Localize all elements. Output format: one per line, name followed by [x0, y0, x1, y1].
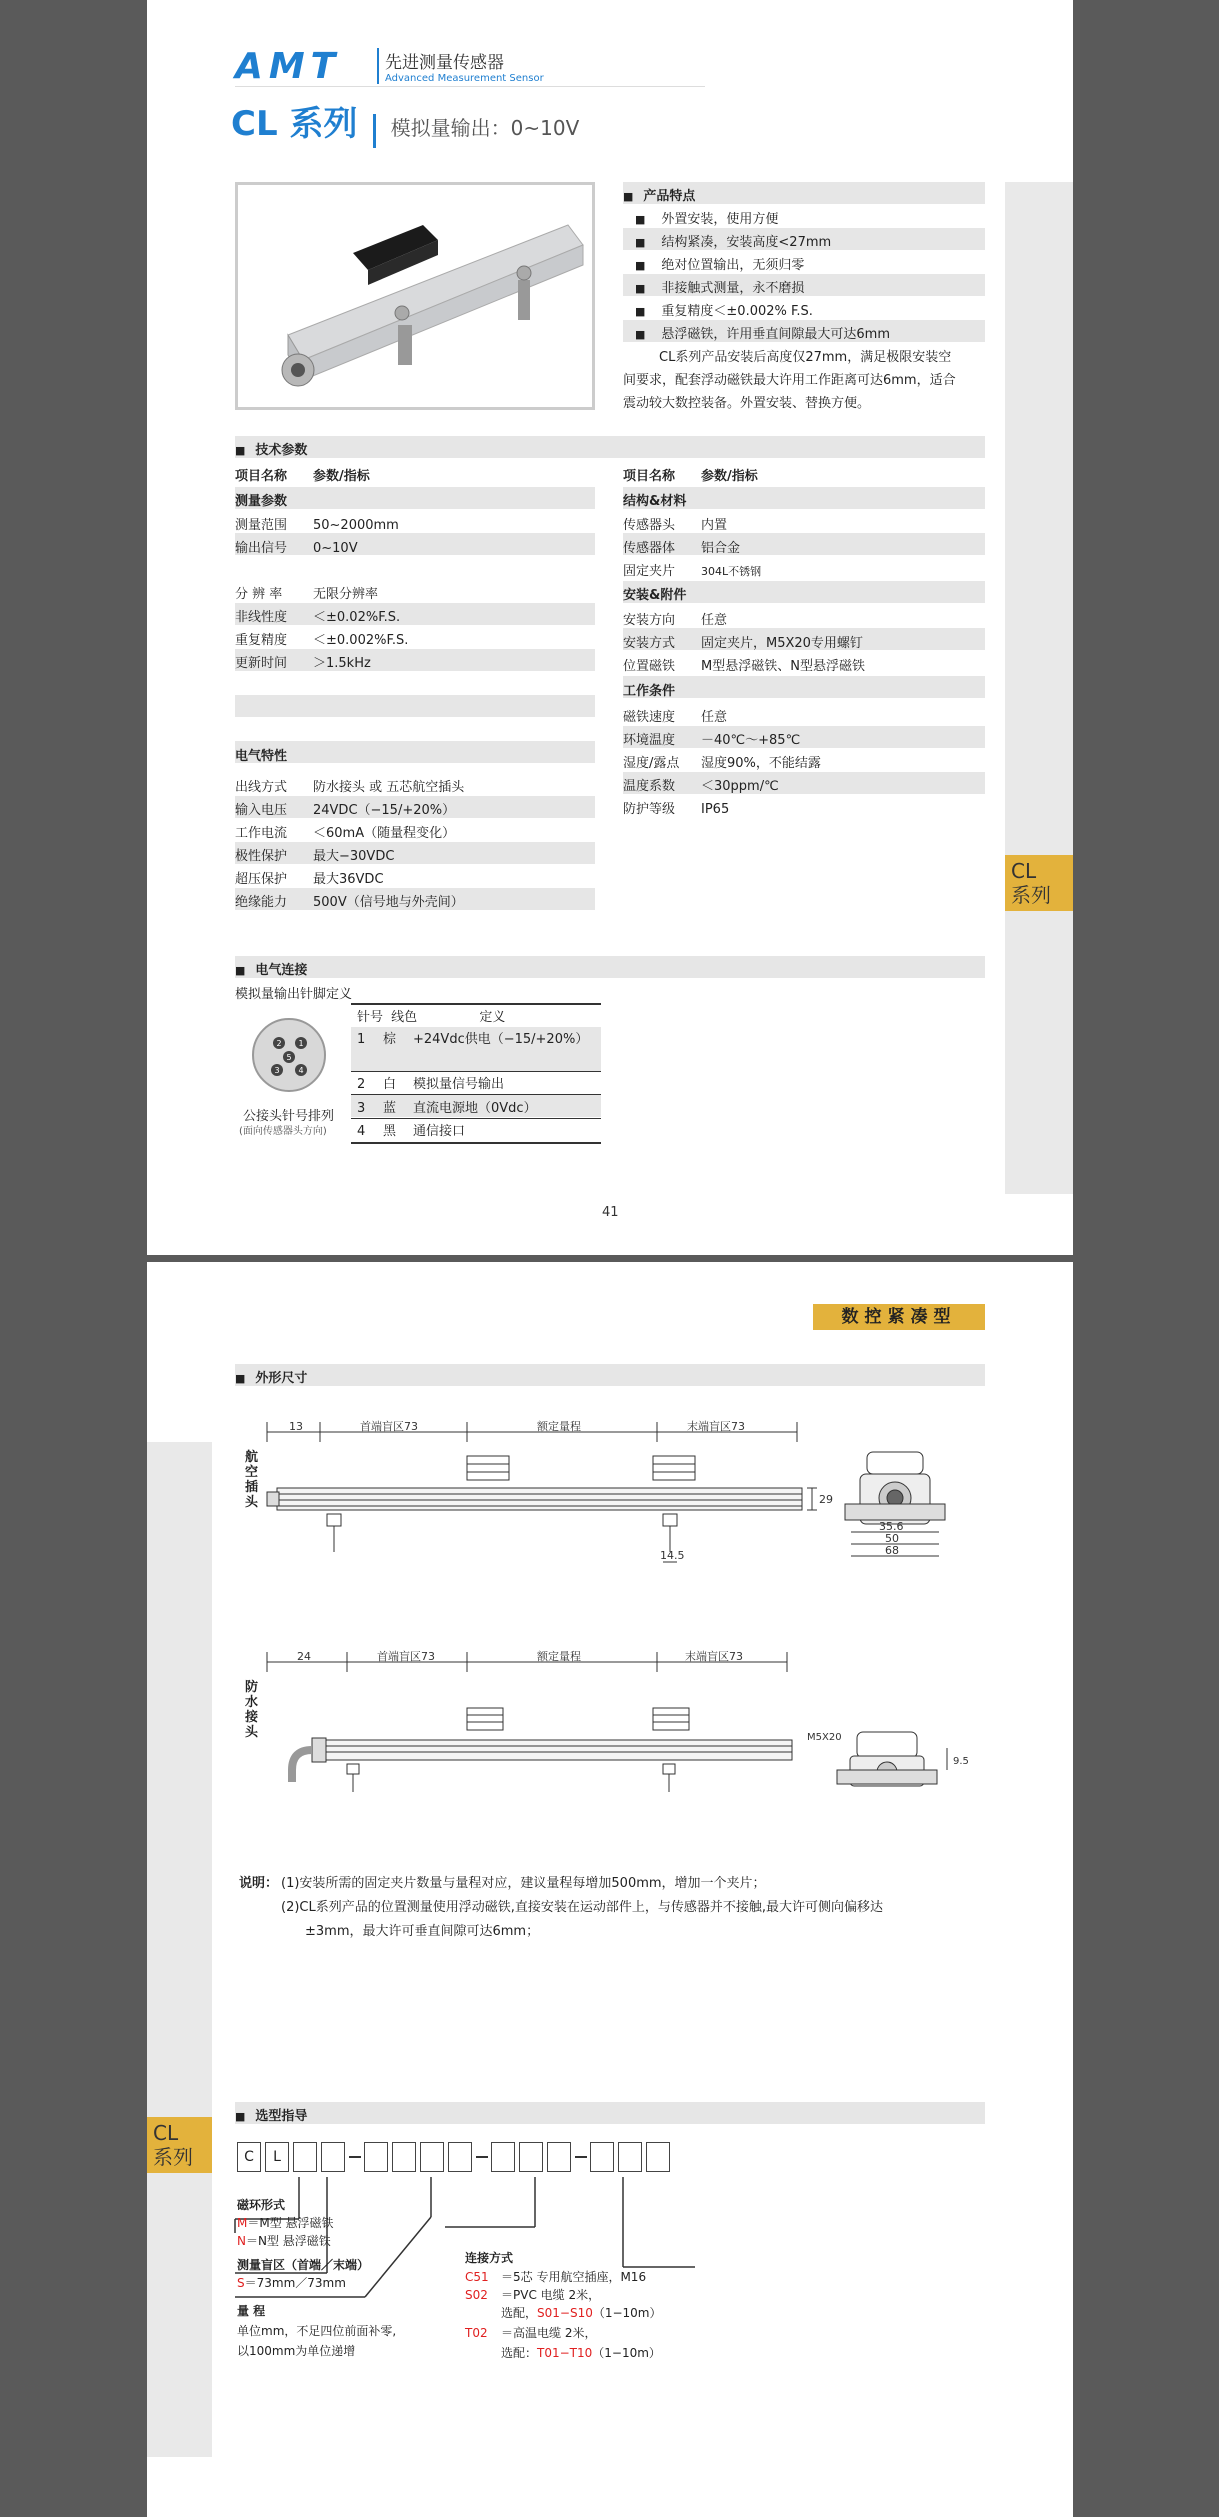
conn-option [465, 2268, 646, 2285]
dim-50: 50 [885, 1532, 899, 1545]
pin-num: 3 [357, 1101, 366, 1116]
feature-desc: 间要求，配套浮动磁铁最大许用工作距离可达6mm，适合 [623, 373, 956, 388]
option-code: S [237, 2276, 245, 2290]
param-val: 500V（信号地与外壳间） [313, 895, 464, 910]
pin-table-top [351, 1003, 601, 1005]
rule [351, 1071, 601, 1072]
pin-label: 5 [286, 1053, 292, 1062]
param-val: 24VDC（−15/+20%） [313, 803, 456, 818]
code-box [293, 2142, 317, 2172]
param-val: ＞1.5kHz [313, 656, 371, 671]
feature-item: ■ 悬浮磁铁，许用垂直间隙最大可达6mm [635, 323, 890, 342]
param-row [623, 706, 727, 725]
sensor-illustration [238, 185, 592, 407]
note-line: ±3mm，最大许可垂直间隙可达6mm； [305, 1924, 540, 1939]
page-42 [147, 1262, 1073, 2517]
param-val: 0~10V [313, 541, 358, 556]
param-val: 内置 [701, 518, 728, 533]
option-code: T02 [465, 2326, 488, 2340]
option-text: ＝PVC 电缆 2米， [501, 2288, 601, 2302]
param-row [235, 652, 371, 671]
code-box [519, 2142, 543, 2172]
series-side-tab [1005, 855, 1073, 911]
code-dash [575, 2156, 587, 2158]
feature-item: ■ 非接触式测量，永不磨损 [635, 277, 804, 296]
param-key: 分 辨 率 [235, 587, 283, 602]
param-key: 工作电流 [235, 826, 288, 841]
logo-text: AMT [235, 46, 342, 87]
code-box [364, 2142, 388, 2172]
head-def: 定义 [479, 1010, 506, 1025]
feature-desc: CL系列产品安装后高度仅27mm，满足极限安装空 [659, 350, 952, 365]
dim-24: 24 [297, 1650, 311, 1663]
head-color: 线色 [391, 1010, 418, 1025]
note-line: (1)安装所需的固定夹片数量与量程对应，建议量程每增加500mm，增加一个夹片； [281, 1876, 766, 1891]
series-subtitle: 模拟量输出：0~10V [390, 116, 580, 140]
code-box [618, 2142, 642, 2172]
range-line: 以100mm为单位递增 [237, 2344, 356, 2358]
pin-caption-sub: (面向传感器头方向) [239, 1126, 327, 1137]
pin-num: 1 [357, 1032, 366, 1047]
code-box-l: L [265, 2142, 289, 2172]
code-box-c: C [237, 2142, 261, 2172]
option-text: ＝73mm／73mm [244, 2276, 346, 2290]
magnet-option [237, 2232, 331, 2249]
option-code: C51 [465, 2270, 489, 2284]
dimension-drawing-waterproof [267, 1652, 967, 1802]
notes-label: 说明： [239, 1876, 279, 1891]
param-val: 无限分辨率 [313, 587, 379, 602]
electric-group: 电气特性 [235, 749, 288, 764]
param-key: 环境温度 [623, 733, 676, 748]
option-code: S01−S10 [537, 2306, 593, 2320]
col-param: 参数/指标 [313, 469, 370, 484]
header-rule [235, 86, 705, 87]
series-title [231, 96, 579, 148]
param-key: 湿度/露点 [623, 756, 680, 771]
model-code [237, 2142, 674, 2172]
param-row [235, 799, 455, 818]
dim-tail-zone: 末端盲区73 [687, 1420, 745, 1433]
param-key: 位置磁铁 [623, 659, 676, 674]
pin-color: 蓝 [383, 1101, 397, 1116]
dim-range: 额定量程 [537, 1650, 581, 1663]
code-dash [476, 2156, 488, 2158]
param-key: 绝缘能力 [235, 895, 288, 910]
dim-tail-zone: 末端盲区73 [685, 1650, 743, 1663]
dim-29: 29 [819, 1493, 833, 1506]
param-key: 传感器体 [623, 541, 676, 556]
option-code: T01−T10 [537, 2346, 593, 2360]
pin-def: 直流电源地（0Vdc） [413, 1101, 537, 1116]
option-code: N [237, 2234, 246, 2248]
group-bar [623, 676, 985, 698]
rule [351, 1142, 601, 1144]
param-val: M型悬浮磁铁、N型悬浮磁铁 [701, 659, 865, 674]
param-key: 输出信号 [235, 541, 288, 556]
brand-cn: 先进测量传感器 [385, 53, 504, 73]
param-row [235, 891, 464, 910]
dim-head-zone: 首端盲区73 [377, 1650, 435, 1663]
pin-table-head [357, 1006, 597, 1028]
side-tab-line1: CL [153, 2121, 179, 2145]
conn-option [465, 2324, 596, 2341]
connection-title: ■ 电气连接 [235, 959, 307, 978]
param-row [623, 775, 779, 794]
param-val: 湿度90%，不能结露 [701, 756, 821, 771]
param-row [623, 729, 800, 748]
param-row [235, 822, 455, 841]
param-row [235, 629, 408, 648]
option-text: ＝M型 悬浮磁铁 [247, 2216, 334, 2230]
param-key: 温度系数 [623, 779, 676, 794]
param-key: 输入电压 [235, 803, 288, 818]
option-code: S02 [465, 2288, 488, 2302]
col-name: 项目名称 [623, 469, 676, 484]
dim-13: 13 [289, 1420, 303, 1433]
param-row [623, 632, 863, 651]
code-box [392, 2142, 416, 2172]
draw2-label: 防水接头 [245, 1680, 259, 1740]
side-tab-line1: CL [1011, 859, 1037, 883]
conn-title: 连接方式 [465, 2251, 514, 2265]
product-photo [235, 182, 595, 410]
param-row [623, 560, 761, 579]
param-val: 固定夹片，M5X20专用螺钉 [701, 636, 863, 651]
code-box [448, 2142, 472, 2172]
param-key: 超压保护 [235, 872, 288, 887]
brand-block [377, 48, 544, 84]
feature-desc: 震动较大数控装备。外置安装、替换方便。 [623, 396, 871, 411]
param-row [623, 655, 865, 674]
pin-color: 白 [383, 1077, 397, 1092]
option-text: ＝N型 悬浮磁铁 [245, 2234, 331, 2248]
zone-option [237, 2274, 346, 2291]
param-val: 50~2000mm [313, 518, 399, 533]
title-divider [373, 114, 376, 148]
param-key: 极性保护 [235, 849, 288, 864]
page-number: 41 [602, 1205, 619, 1220]
param-row [623, 609, 727, 628]
head-pin: 针号 [357, 1010, 384, 1025]
series-name: CL 系列 [231, 104, 358, 144]
param-val: 任意 [701, 710, 728, 725]
param-row [235, 583, 378, 602]
category-tag: 数控紧凑型 [813, 1304, 985, 1330]
connection-bar [235, 956, 985, 978]
structure-group: 结构&材料 [623, 494, 687, 509]
pin-row [357, 1073, 597, 1095]
side-tab-line2: 系列 [1011, 883, 1051, 907]
pin-label: 3 [274, 1066, 280, 1075]
conn-option [501, 2304, 662, 2321]
code-box [321, 2142, 345, 2172]
dimension-drawing-aviation [267, 1422, 967, 1582]
param-key: 重复精度 [235, 633, 288, 648]
group-bar [235, 487, 595, 509]
dim-head-zone: 首端盲区73 [360, 1420, 418, 1433]
side-column [1005, 182, 1073, 1194]
side-tab-line2: 系列 [153, 2145, 193, 2169]
pin-label: 2 [276, 1039, 282, 1048]
features-title: ■ 产品特点 [623, 185, 695, 204]
tech-bar [235, 436, 985, 458]
col-param: 参数/指标 [701, 469, 758, 484]
option-tail: （1−10m） [592, 2346, 661, 2360]
param-row [235, 845, 394, 864]
select-bar [235, 2102, 985, 2124]
magnet-option [237, 2214, 334, 2231]
feature-item: ■ 结构紧凑，安装高度<27mm [635, 231, 831, 250]
code-box [420, 2142, 444, 2172]
param-row [623, 798, 729, 817]
param-val: ＜60mA（随量程变化） [313, 826, 456, 841]
pin-label: 4 [298, 1066, 304, 1075]
param-key: 非线性度 [235, 610, 288, 625]
feature-item: ■ 重复精度＜±0.002% F.S. [635, 300, 813, 319]
pin-def: 模拟量信号输出 [413, 1077, 505, 1092]
select-title: ■ 选型指导 [235, 2105, 307, 2124]
conn-option [465, 2286, 600, 2303]
param-row [623, 752, 821, 771]
pin-def: 通信接口 [413, 1124, 466, 1139]
param-key: 磁铁速度 [623, 710, 676, 725]
pin-def: +24Vdc供电（−15/+20%） [413, 1032, 589, 1047]
dim-35-6: 35.6 [879, 1520, 904, 1533]
install-group: 安装&附件 [623, 588, 687, 603]
rule [351, 1118, 601, 1119]
param-val: IP65 [701, 802, 730, 817]
param-key: 出线方式 [235, 780, 288, 795]
dim-14-5: 14.5 [660, 1549, 685, 1562]
option-tail: （1−10m） [592, 2306, 662, 2320]
range-line: 单位mm，不足四位前面补零, [237, 2324, 397, 2338]
param-val: 铝合金 [701, 541, 741, 556]
param-row [235, 606, 400, 625]
code-box [590, 2142, 614, 2172]
param-key: 测量范围 [235, 518, 288, 533]
range-title: 量 程 [237, 2304, 266, 2318]
option-code: M [237, 2216, 248, 2230]
pin-num: 4 [357, 1124, 366, 1139]
param-key: 固定夹片 [623, 564, 676, 579]
series-side-tab [147, 2117, 212, 2173]
option-text: 选配： [501, 2346, 538, 2360]
code-box [491, 2142, 515, 2172]
pin-color: 黑 [383, 1124, 397, 1139]
param-key: 安装方式 [623, 636, 676, 651]
param-val: 304L不锈钢 [701, 565, 762, 578]
dim-range: 额定量程 [537, 1420, 581, 1433]
draw1-label: 航空插头 [245, 1450, 259, 1510]
tech-title: ■ 技术参数 [235, 439, 307, 458]
page-41 [147, 0, 1073, 1255]
dim-9-5: 9.5 [953, 1756, 969, 1767]
code-dash [349, 2156, 361, 2158]
feature-item: ■ 外置安装，使用方便 [635, 208, 778, 227]
param-row [235, 537, 358, 556]
brand-en: Advanced Measurement Sensor [385, 73, 544, 84]
param-row [623, 514, 727, 533]
param-val: ＜30ppm/℃ [701, 779, 779, 794]
dim-68: 68 [885, 1544, 899, 1557]
side-column-left [147, 1442, 212, 2457]
param-val: 最大36VDC [313, 872, 384, 887]
tech-col-header [235, 465, 370, 484]
magnet-title: 磁环形式 [237, 2198, 286, 2212]
pin-color: 棕 [383, 1032, 397, 1047]
option-text: ＝高温电缆 2米， [501, 2326, 597, 2340]
param-row [235, 776, 464, 795]
pin-label: 1 [298, 1039, 304, 1048]
col-name: 项目名称 [235, 469, 288, 484]
option-text: ＝5芯 专用航空插座，M16 [501, 2270, 647, 2284]
measure-group: 测量参数 [235, 494, 288, 509]
param-key: 传感器头 [623, 518, 676, 533]
code-box [646, 2142, 670, 2172]
option-text: 选配， [501, 2306, 538, 2320]
group-bar [235, 741, 595, 763]
code-box [547, 2142, 571, 2172]
pin-num: 2 [357, 1077, 366, 1092]
conn-option [501, 2344, 661, 2361]
dim-m5x20: M5X20 [807, 1732, 842, 1743]
pin-caption: 公接头针号排列 [243, 1109, 335, 1124]
param-row [623, 537, 740, 556]
param-val: 任意 [701, 613, 728, 628]
dim-bar [235, 1364, 985, 1386]
feature-item: ■ 绝对位置输出，无须归零 [635, 254, 804, 273]
param-val: ＜±0.002%F.S. [313, 633, 409, 648]
param-key: 安装方向 [623, 613, 676, 628]
work-group: 工作条件 [623, 684, 676, 699]
param-key: 更新时间 [235, 656, 288, 671]
amt-logo [235, 46, 341, 87]
pin-row [357, 1097, 597, 1119]
note-line: (2)CL系列产品的位置测量使用浮动磁铁,直接安装在运动部件上，与传感器并不接触,最大许可侧向偏移达 [281, 1900, 883, 1915]
param-val: ＜±0.02%F.S. [313, 610, 401, 625]
dim-title: ■ 外形尺寸 [235, 1367, 307, 1386]
connector-pin-diagram [247, 1015, 347, 1105]
tech-col-header-right [623, 465, 758, 484]
param-row [235, 514, 399, 533]
zone-title: 测量盲区（首端／末端） [237, 2258, 370, 2272]
param-val: －40℃～+85℃ [701, 733, 801, 748]
param-key: 防护等级 [623, 802, 676, 817]
param-val: 最大−30VDC [313, 849, 395, 864]
param-row [235, 868, 384, 887]
connection-subtitle: 模拟量输出针脚定义 [235, 987, 353, 1002]
stripe [235, 695, 595, 717]
pin-row [357, 1120, 597, 1142]
param-val: 防水接头 或 五芯航空插头 [313, 780, 465, 795]
pin-row [357, 1030, 597, 1050]
